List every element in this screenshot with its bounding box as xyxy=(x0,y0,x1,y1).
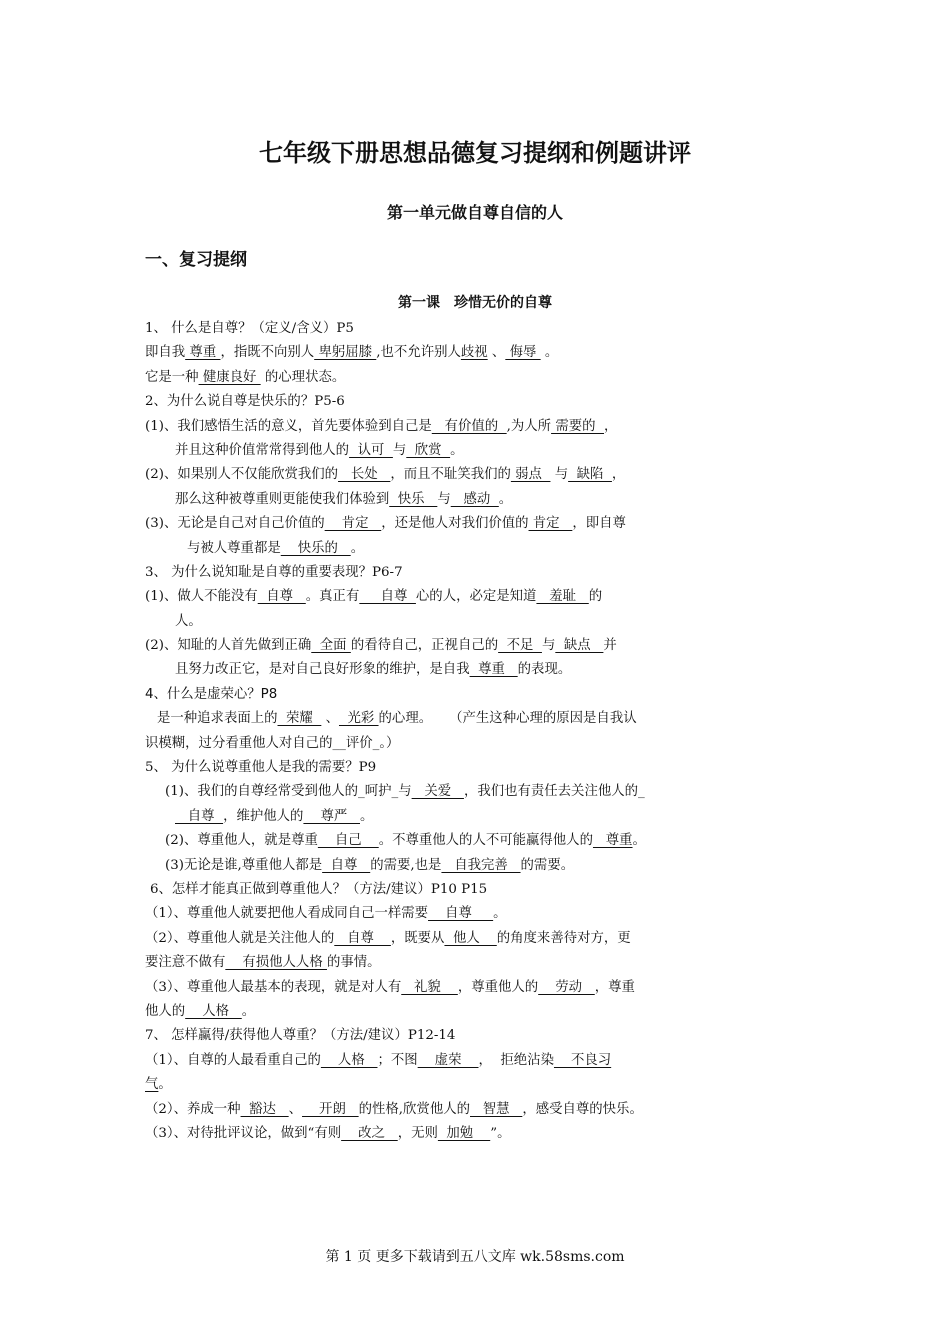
fill-blank: 卑躬屈膝 xyxy=(314,345,377,361)
question-4: 4、什么是虚荣心？P8 xyxy=(145,686,278,702)
text: 与被人尊重都是 xyxy=(187,540,281,556)
fill-blank: 肯定 xyxy=(528,516,573,532)
text: （1）、自尊的人最看重自己的 xyxy=(145,1052,321,1068)
fill-blank: 有价值的 xyxy=(431,418,507,434)
text: 是一种追求表面上的 xyxy=(157,711,278,727)
fill-blank: 尊严 xyxy=(303,808,360,824)
text: (2)、如果别人不仅能欣赏我们的 xyxy=(145,467,339,483)
text: ,也不允许别人 xyxy=(376,345,461,361)
lesson-heading: 第一课 珍惜无价的自尊 xyxy=(398,295,552,311)
fill-blank: 全面 xyxy=(311,638,351,654)
text: (1)、我们的自尊经常受到他人的_呵护_与 xyxy=(165,784,412,800)
answer-line xyxy=(145,512,807,536)
text: （2）、养成一种 xyxy=(145,1101,241,1117)
text: 与 xyxy=(392,442,407,458)
answer-line xyxy=(145,927,807,951)
text: （1）、尊重他人就要把他人看成同自己一样需要 xyxy=(145,906,429,922)
text: 。不尊重他人的人不可能赢得他人的 xyxy=(378,833,593,849)
fill-blank: 快乐 xyxy=(389,491,438,507)
fill-blank: 开朗 xyxy=(302,1101,359,1117)
page-title: 七年级下册思想品德复习提纲和例题讲评 xyxy=(259,139,691,167)
fill-blank: 缺陷 xyxy=(568,467,612,483)
fill-blank: 歧视 xyxy=(460,345,488,361)
text: 与 xyxy=(541,638,556,654)
question-2: 2、为什么说自尊是快乐的？P5-6 xyxy=(145,394,345,410)
fill-blank: 虚荣 xyxy=(417,1052,479,1068)
text: ，我们也有责任去关注他人的_ xyxy=(463,784,645,800)
answer-line xyxy=(145,537,807,561)
fill-blank: 感动 xyxy=(450,491,499,507)
fill-blank: 自尊 xyxy=(334,930,391,946)
fill-blank: 劳动 xyxy=(538,979,595,995)
text: 那么这种被尊重则更能使我们体验到 xyxy=(175,491,390,507)
answer-line xyxy=(145,854,807,878)
fill-blank: 礼貌 xyxy=(401,979,458,995)
text: 的需要。 xyxy=(520,857,575,873)
text: 且努力改正它，是对自己良好形象的维护，是自我 xyxy=(175,662,470,678)
answer-line xyxy=(145,1122,807,1146)
question-3: 3、 为什么说知耻是自尊的重要表现？P6-7 xyxy=(145,564,403,580)
fill-blank: 自尊 xyxy=(359,589,416,605)
answer-line xyxy=(145,805,807,829)
text: 的心理。 （产生这种心理的原因是自我认 xyxy=(378,711,637,727)
fill-blank: 缺点 xyxy=(555,638,604,654)
fill-blank: 侮辱 xyxy=(505,345,541,361)
answer-line xyxy=(145,366,807,390)
fill-blank: 不足 xyxy=(498,638,542,654)
text: 、 xyxy=(288,1101,303,1117)
text: ，既要从 xyxy=(390,930,445,946)
text: 。 xyxy=(632,833,646,849)
text: 与 xyxy=(437,491,451,507)
text: ，尊重他人的 xyxy=(457,979,539,995)
text: ，即自尊 xyxy=(572,516,626,532)
answer-line xyxy=(145,488,807,512)
text: 、 xyxy=(321,711,339,727)
answer-line xyxy=(145,780,807,804)
fill-blank: 不良习 xyxy=(553,1052,612,1068)
fill-blank: 欣赏 xyxy=(406,442,451,458)
fill-blank: 人格 xyxy=(320,1052,378,1068)
text: ，还是他人对我们价值的 xyxy=(381,516,529,532)
answer-line xyxy=(145,902,807,926)
answer-line xyxy=(145,658,807,682)
fill-blank: 弱点 xyxy=(510,467,551,483)
text: (2)、尊重他人，就是尊重 xyxy=(165,833,318,849)
answer-line xyxy=(145,1098,807,1122)
fill-blank: 长处 xyxy=(338,467,391,483)
question-7: 7、 怎样赢得/获得他人尊重？（方法/建议）P12-14 xyxy=(145,1028,456,1044)
fill-blank: 智慧 xyxy=(470,1101,523,1117)
text: (3)、无论是自己对自己价值的 xyxy=(145,516,325,532)
text: ，尊重 xyxy=(594,979,635,995)
fill-blank: 认可 xyxy=(349,442,393,458)
answer-line xyxy=(145,439,807,463)
fill-blank: 加勉 xyxy=(437,1125,491,1141)
answer-line xyxy=(145,634,807,658)
fill-blank: 快乐的 xyxy=(280,540,351,556)
text: (1)、我们感悟生活的意义，首先要体验到自己是 xyxy=(145,418,432,434)
text: ，无则 xyxy=(397,1125,438,1141)
text: 。 xyxy=(241,1003,256,1019)
answer-line xyxy=(145,976,807,1000)
text: （3）、尊重他人最基本的表现，就是对人有 xyxy=(145,979,402,995)
text: ，而且不耻笑我们的 xyxy=(390,467,511,483)
text: ， xyxy=(611,467,626,483)
answer-line xyxy=(145,951,807,975)
fill-blank: 人格 xyxy=(185,1003,242,1019)
text: ；不图 xyxy=(377,1052,418,1068)
fill-blank: 健康良好 xyxy=(198,369,261,385)
text: （3）、对待批评议论，做到“有则 xyxy=(145,1125,342,1141)
fill-blank: 尊重 xyxy=(592,833,633,849)
fill-blank: 自己 xyxy=(317,833,379,849)
text: 。 xyxy=(158,1077,172,1093)
text: 的角度来善待对方，更 xyxy=(496,930,631,946)
text: 。 xyxy=(360,808,374,824)
text: (1)、做人不能没有 xyxy=(145,589,258,605)
text: ,为人所 xyxy=(506,418,552,434)
text: 的事情。 xyxy=(326,955,381,971)
fill-blank: 需要的 xyxy=(551,418,605,434)
answer-line xyxy=(145,341,807,365)
text: 。真正有 xyxy=(305,589,360,605)
answer-line xyxy=(145,415,807,439)
text: 心的人，必定是知道 xyxy=(415,589,537,605)
text: 的需要,也是 xyxy=(370,857,442,873)
text: 并且这种价值常常得到他人的 xyxy=(175,442,350,458)
text: 他人的 xyxy=(145,1003,186,1019)
fill-blank: 他人 xyxy=(444,930,497,946)
text: ，维护他人的 xyxy=(223,808,304,824)
fill-blank: 气 xyxy=(145,1077,159,1093)
fill-blank: 尊重 xyxy=(185,345,221,361)
text: 的心理状态。 xyxy=(260,369,346,385)
fill-blank: 自我完善 xyxy=(441,857,521,873)
text: 的表现。 xyxy=(517,662,572,678)
fill-blank: 荣耀 xyxy=(277,711,322,727)
text: 它是一种 xyxy=(145,369,199,385)
fill-blank: 自尊 xyxy=(428,906,494,922)
text: ”。 xyxy=(490,1125,511,1141)
text: 的 xyxy=(588,589,603,605)
text: (3)无论是谁,尊重他人都是 xyxy=(165,857,323,873)
question-6: 6、怎样才能真正做到尊重他人？（方法/建议）P10 P15 xyxy=(150,881,488,897)
answer-line xyxy=(145,707,807,731)
outline-body xyxy=(145,317,807,1146)
fill-blank: 自尊 xyxy=(175,808,224,824)
text: 即自我 xyxy=(145,345,186,361)
fill-blank: 尊重 xyxy=(469,662,518,678)
fill-blank: 有损他人人格 xyxy=(225,955,327,971)
page-footer: 第 1 页 更多下载请到五八文库 wk.58sms.com xyxy=(325,1249,625,1265)
text: 要注意不做有 xyxy=(145,955,226,971)
text: ，感受自尊的快乐。 xyxy=(522,1101,643,1117)
answer-line xyxy=(145,1073,807,1097)
answer-line xyxy=(145,829,807,853)
text: ，指既不向别人 xyxy=(220,345,315,361)
text: ， 拒绝沾染 xyxy=(478,1052,554,1068)
text: 与 xyxy=(550,467,569,483)
answer-line: 识模糊，过分看重他人对自己的__评价_。） xyxy=(145,735,400,751)
text: 。 xyxy=(450,442,464,458)
text: 、 xyxy=(487,345,506,361)
answer-line xyxy=(145,463,807,487)
unit-heading: 第一单元做自尊自信的人 xyxy=(386,203,563,222)
fill-blank: 自尊 xyxy=(322,857,371,873)
text: 的性格,欣赏他人的 xyxy=(358,1101,470,1117)
text: 。 xyxy=(498,491,513,507)
text: ， xyxy=(604,418,618,434)
question-1: 1、 什么是自尊？（定义/含义）P5 xyxy=(145,321,354,336)
text: (2)、知耻的人首先做到正确 xyxy=(145,638,312,654)
answer-line xyxy=(145,1000,807,1024)
answer-line: 人。 xyxy=(175,613,202,629)
fill-blank: 羞耻 xyxy=(536,589,589,605)
fill-blank: 关爱 xyxy=(411,784,464,800)
fill-blank: 豁达 xyxy=(240,1101,289,1117)
fill-blank: 光彩 xyxy=(338,711,379,727)
answer-line xyxy=(145,585,807,609)
fill-blank: 肯定 xyxy=(324,516,382,532)
fill-blank: 自尊 xyxy=(257,589,306,605)
text: 并 xyxy=(603,638,617,654)
text: （2）、尊重他人就是关注他人的 xyxy=(145,930,335,946)
text: 。 xyxy=(540,345,559,361)
text: 的看待自己，正视自己的 xyxy=(350,638,499,654)
answer-line xyxy=(145,1049,807,1073)
question-5: 5、 为什么说尊重他人是我的需要？P9 xyxy=(145,760,377,776)
fill-blank: 改之 xyxy=(341,1125,398,1141)
text: 。 xyxy=(493,906,507,922)
text: 。 xyxy=(350,540,365,556)
section-heading: 一、复习提纲 xyxy=(145,250,247,270)
